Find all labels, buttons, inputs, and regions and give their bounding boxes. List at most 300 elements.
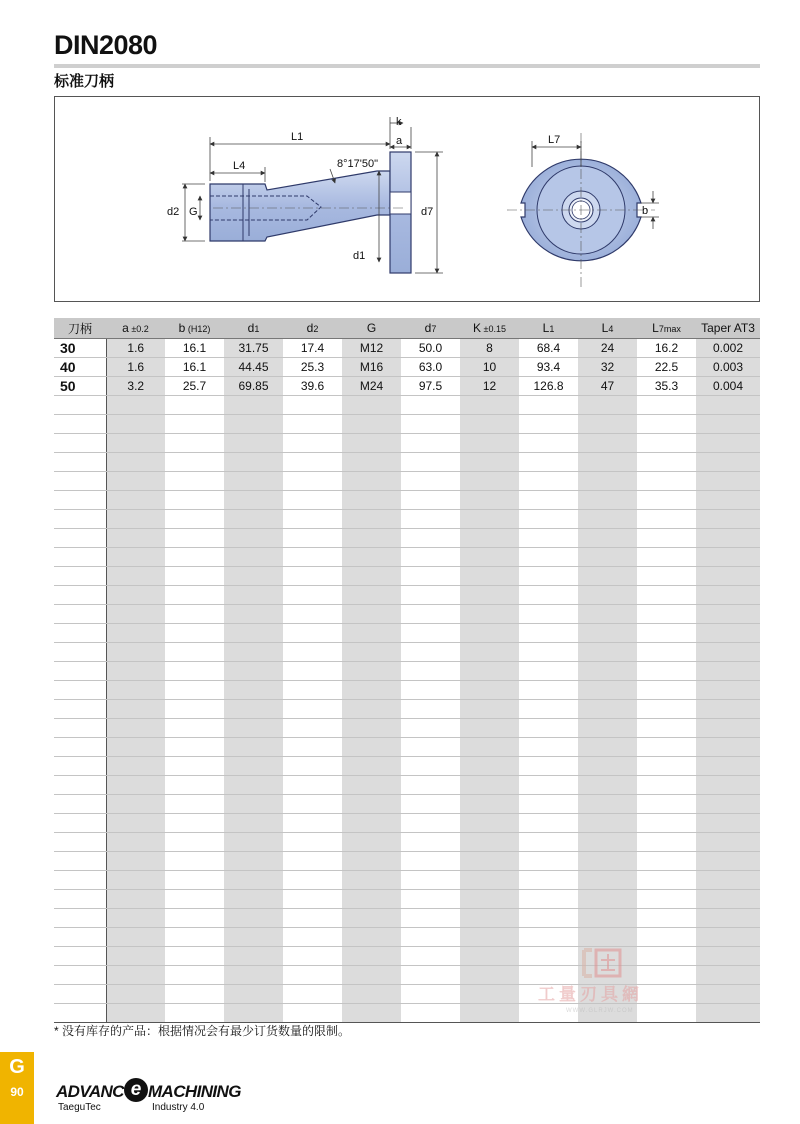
table-cell: [165, 928, 224, 947]
table-cell: [460, 1004, 519, 1023]
table-cell: [106, 947, 165, 966]
table-cell: [342, 947, 401, 966]
table-row: [54, 776, 760, 795]
label-d1: d1: [353, 250, 366, 262]
table-cell: [696, 643, 760, 662]
handle-size-cell: [54, 1004, 106, 1023]
table-cell: [637, 814, 696, 833]
table-cell: [460, 643, 519, 662]
table-cell: [224, 491, 283, 510]
table-header-row: [54, 318, 760, 339]
table-cell: [578, 434, 637, 453]
table-cell: [224, 738, 283, 757]
table-cell: [165, 776, 224, 795]
column-header: [283, 318, 342, 339]
table-cell: [696, 453, 760, 472]
table-cell: [578, 852, 637, 871]
table-cell: [637, 776, 696, 795]
table-cell: [401, 624, 460, 643]
table-cell: [578, 909, 637, 928]
column-header-label: b: [178, 321, 186, 335]
handle-size-cell: [54, 909, 106, 928]
table-cell: 17.4: [283, 339, 342, 358]
table-cell: [401, 662, 460, 681]
table-cell: [401, 871, 460, 890]
handle-size-cell: [54, 985, 106, 1004]
table-cell: [165, 814, 224, 833]
table-cell: 8: [460, 339, 519, 358]
table-cell: 1.6: [106, 358, 165, 377]
table-cell: [165, 415, 224, 434]
watermark-url: WWW.GLRJW.COM: [566, 1008, 634, 1014]
table-cell: [224, 947, 283, 966]
table-cell: [342, 928, 401, 947]
table-cell: 44.45: [224, 358, 283, 377]
table-cell: [165, 1004, 224, 1023]
table-cell: [460, 681, 519, 700]
table-cell: [401, 491, 460, 510]
table-cell: [165, 624, 224, 643]
table-cell: [342, 985, 401, 1004]
table-cell: [165, 947, 224, 966]
column-header-sub: 7max: [658, 324, 681, 334]
table-cell: 25.3: [283, 358, 342, 377]
table-cell: 10: [460, 358, 519, 377]
table-cell: [224, 776, 283, 795]
table-cell: [106, 624, 165, 643]
table-row: [54, 434, 760, 453]
table-cell: [283, 434, 342, 453]
table-cell: [696, 871, 760, 890]
handle-size-cell: [54, 757, 106, 776]
table-cell: [224, 643, 283, 662]
table-cell: [519, 890, 578, 909]
table-cell: [460, 529, 519, 548]
table-cell: [519, 795, 578, 814]
table-cell: [460, 396, 519, 415]
table-cell: [106, 871, 165, 890]
table-cell: [106, 567, 165, 586]
table-row: [54, 548, 760, 567]
table-cell: [460, 605, 519, 624]
table-cell: [342, 890, 401, 909]
table-cell: [637, 396, 696, 415]
table-cell: [283, 624, 342, 643]
table-row: [54, 852, 760, 871]
table-cell: [283, 947, 342, 966]
table-cell: [578, 586, 637, 605]
column-header: [401, 318, 460, 339]
column-header: [224, 318, 283, 339]
table-cell: [165, 852, 224, 871]
table-cell: [460, 567, 519, 586]
table-cell: [342, 909, 401, 928]
table-cell: 63.0: [401, 358, 460, 377]
table-cell: 47: [578, 377, 637, 396]
table-cell: 126.8: [519, 377, 578, 396]
table-cell: [106, 681, 165, 700]
page-title: DIN2080: [54, 30, 158, 60]
table-cell: [224, 529, 283, 548]
table-cell: [342, 681, 401, 700]
table-cell: [165, 700, 224, 719]
table-cell: [342, 453, 401, 472]
table-cell: [696, 662, 760, 681]
table-cell: [519, 586, 578, 605]
table-cell: [106, 928, 165, 947]
table-cell: 0.002: [696, 339, 760, 358]
table-cell: [519, 567, 578, 586]
table-cell: [637, 453, 696, 472]
table-cell: [696, 548, 760, 567]
table-cell: [165, 548, 224, 567]
table-cell: [342, 396, 401, 415]
column-header-sub: ±0.2: [128, 324, 149, 334]
table-cell: [342, 852, 401, 871]
table-cell: [519, 871, 578, 890]
logo-e-mark: e: [124, 1078, 148, 1102]
table-cell: [460, 833, 519, 852]
table-cell: [401, 909, 460, 928]
table-cell: [460, 757, 519, 776]
title-divider: [54, 64, 760, 68]
column-header: [106, 318, 165, 339]
table-cell: [401, 643, 460, 662]
handle-size-cell: [54, 852, 106, 871]
table-cell: [578, 605, 637, 624]
table-cell: [342, 833, 401, 852]
table-cell: 22.5: [637, 358, 696, 377]
table-cell: [401, 719, 460, 738]
column-header: [578, 318, 637, 339]
column-header: [54, 318, 106, 339]
table-cell: [696, 586, 760, 605]
table-row: [54, 453, 760, 472]
table-cell: [578, 472, 637, 491]
table-cell: [696, 852, 760, 871]
logo-advance-text: ADVANC: [56, 1082, 124, 1101]
table-cell: [106, 738, 165, 757]
table-cell: [165, 434, 224, 453]
table-cell: [165, 909, 224, 928]
table-cell: [696, 510, 760, 529]
table-cell: M16: [342, 358, 401, 377]
table-cell: 69.85: [224, 377, 283, 396]
watermark-text: 工量刃具網: [538, 985, 643, 1004]
table-cell: 16.2: [637, 339, 696, 358]
table-cell: [224, 852, 283, 871]
column-header-label: L: [601, 321, 609, 335]
handle-size-cell: 30: [54, 339, 106, 358]
handle-size-cell: [54, 871, 106, 890]
column-header-label: G: [366, 321, 377, 335]
table-cell: [696, 890, 760, 909]
table-cell: [165, 510, 224, 529]
table-cell: [165, 985, 224, 1004]
table-cell: [637, 529, 696, 548]
column-header-label: K: [473, 321, 482, 335]
column-header-sub: 1: [549, 324, 555, 334]
handle-size-cell: [54, 434, 106, 453]
table-cell: [283, 396, 342, 415]
table-cell: [106, 814, 165, 833]
table-cell: [696, 624, 760, 643]
table-cell: [165, 795, 224, 814]
table-row: [54, 605, 760, 624]
handle-size-cell: [54, 624, 106, 643]
table-cell: [401, 586, 460, 605]
table-cell: [519, 909, 578, 928]
table-cell: [519, 833, 578, 852]
column-header-sub: 4: [608, 324, 614, 334]
table-cell: [637, 624, 696, 643]
table-cell: [165, 529, 224, 548]
column-header-sub: (H12): [185, 324, 211, 334]
column-header-sub: 2: [313, 324, 319, 334]
table-cell: [224, 510, 283, 529]
table-row: [54, 358, 760, 377]
table-cell: [519, 928, 578, 947]
table-cell: [578, 890, 637, 909]
table-cell: [165, 586, 224, 605]
table-cell: [696, 928, 760, 947]
table-cell: [578, 833, 637, 852]
table-cell: [224, 700, 283, 719]
table-cell: [283, 681, 342, 700]
table-cell: [401, 548, 460, 567]
label-g: G: [189, 206, 198, 218]
table-row: [54, 377, 760, 396]
table-cell: [165, 719, 224, 738]
table-cell: [401, 396, 460, 415]
table-cell: [460, 491, 519, 510]
table-cell: [106, 776, 165, 795]
table-cell: [224, 928, 283, 947]
column-header-sub: 7: [431, 324, 437, 334]
table-cell: [460, 738, 519, 757]
table-cell: [106, 1004, 165, 1023]
table-cell: [637, 909, 696, 928]
section-tab: [0, 1052, 34, 1124]
table-cell: [165, 453, 224, 472]
table-cell: [342, 966, 401, 985]
table-cell: [106, 662, 165, 681]
table-cell: [106, 719, 165, 738]
table-cell: [106, 472, 165, 491]
table-row: [54, 586, 760, 605]
table-cell: [460, 662, 519, 681]
table-cell: [519, 472, 578, 491]
table-cell: [696, 985, 760, 1004]
table-cell: 3.2: [106, 377, 165, 396]
table-cell: [519, 757, 578, 776]
table-cell: [578, 738, 637, 757]
table-cell: [519, 491, 578, 510]
table-cell: [283, 833, 342, 852]
table-cell: [283, 909, 342, 928]
table-cell: [224, 548, 283, 567]
table-cell: [578, 529, 637, 548]
table-cell: [165, 890, 224, 909]
table-cell: [578, 548, 637, 567]
table-cell: [342, 605, 401, 624]
table-row: [54, 909, 760, 928]
table-cell: [578, 700, 637, 719]
table-cell: [519, 776, 578, 795]
table-cell: [224, 871, 283, 890]
table-cell: [283, 586, 342, 605]
handle-size-cell: [54, 567, 106, 586]
table-cell: [637, 757, 696, 776]
column-header: [342, 318, 401, 339]
table-cell: [696, 605, 760, 624]
table-cell: [637, 928, 696, 947]
logo-company: TaeguTec: [58, 1102, 101, 1113]
table-row: [54, 871, 760, 890]
table-cell: [519, 719, 578, 738]
table-cell: [401, 1004, 460, 1023]
table-row: [54, 529, 760, 548]
column-header: [519, 318, 578, 339]
table-cell: [696, 947, 760, 966]
table-cell: [696, 776, 760, 795]
table-cell: [106, 909, 165, 928]
handle-size-cell: [54, 966, 106, 985]
column-header: [165, 318, 224, 339]
table-cell: [578, 814, 637, 833]
table-cell: [637, 567, 696, 586]
table-cell: [106, 529, 165, 548]
handle-size-cell: [54, 396, 106, 415]
label-l4: L4: [233, 160, 246, 172]
table-cell: [637, 491, 696, 510]
table-row: [54, 833, 760, 852]
handle-size-cell: [54, 510, 106, 529]
table-cell: [696, 719, 760, 738]
table-cell: [224, 719, 283, 738]
table-cell: [283, 491, 342, 510]
table-row: [54, 700, 760, 719]
table-cell: 12: [460, 377, 519, 396]
table-cell: [519, 624, 578, 643]
table-cell: [519, 662, 578, 681]
table-cell: [460, 586, 519, 605]
label-k: k: [396, 116, 402, 128]
table-cell: [342, 662, 401, 681]
label-d2: d2: [167, 206, 180, 218]
table-cell: [637, 795, 696, 814]
table-cell: [224, 453, 283, 472]
table-cell: 93.4: [519, 358, 578, 377]
column-header-sub: 1: [254, 324, 260, 334]
table-cell: [224, 624, 283, 643]
table-cell: [342, 586, 401, 605]
column-header-label: Taper AT3: [701, 321, 755, 335]
table-cell: [283, 719, 342, 738]
table-cell: [165, 681, 224, 700]
table-cell: [401, 453, 460, 472]
table-cell: [401, 529, 460, 548]
table-cell: [342, 776, 401, 795]
table-row: [54, 396, 760, 415]
handle-size-cell: [54, 643, 106, 662]
table-cell: [342, 548, 401, 567]
table-cell: [519, 814, 578, 833]
table-cell: [106, 966, 165, 985]
table-cell: [637, 643, 696, 662]
brand-logo: [56, 1078, 241, 1114]
handle-size-cell: [54, 814, 106, 833]
logo-industry: Industry 4.0: [152, 1102, 205, 1113]
table-cell: [283, 776, 342, 795]
handle-size-cell: [54, 833, 106, 852]
table-cell: [283, 1004, 342, 1023]
column-header: [637, 318, 696, 339]
table-cell: [224, 472, 283, 491]
table-cell: [106, 548, 165, 567]
table-cell: 16.1: [165, 358, 224, 377]
table-cell: [283, 928, 342, 947]
table-cell: M24: [342, 377, 401, 396]
table-cell: [224, 434, 283, 453]
handle-size-cell: [54, 529, 106, 548]
table-cell: [460, 415, 519, 434]
table-cell: [696, 681, 760, 700]
table-cell: [460, 871, 519, 890]
table-cell: [106, 415, 165, 434]
column-header-label: 刀柄: [67, 321, 92, 336]
table-cell: [696, 909, 760, 928]
table-cell: [165, 472, 224, 491]
column-header-sub: ±0.15: [481, 324, 506, 334]
table-cell: [460, 985, 519, 1004]
table-cell: [460, 890, 519, 909]
label-b: b: [642, 205, 649, 217]
handle-size-cell: [54, 700, 106, 719]
table-cell: 0.003: [696, 358, 760, 377]
table-cell: [106, 510, 165, 529]
table-row: [54, 662, 760, 681]
table-cell: [401, 852, 460, 871]
table-cell: [637, 510, 696, 529]
table-cell: [165, 396, 224, 415]
label-l1: L1: [291, 131, 304, 143]
table-cell: [283, 662, 342, 681]
table-cell: 0.004: [696, 377, 760, 396]
table-cell: 24: [578, 339, 637, 358]
table-cell: [519, 852, 578, 871]
table-row: [54, 415, 760, 434]
table-cell: [578, 757, 637, 776]
column-header-label: d: [424, 321, 432, 335]
table-cell: 25.7: [165, 377, 224, 396]
table-cell: [401, 605, 460, 624]
table-row: [54, 757, 760, 776]
table-row: [54, 795, 760, 814]
table-cell: M12: [342, 339, 401, 358]
table-cell: [578, 624, 637, 643]
handle-size-cell: [54, 738, 106, 757]
table-cell: [283, 529, 342, 548]
table-cell: [696, 833, 760, 852]
table-cell: [401, 738, 460, 757]
technical-drawing: [55, 97, 759, 301]
table-cell: [106, 890, 165, 909]
watermark-icon: [538, 946, 678, 980]
table-cell: [696, 738, 760, 757]
table-cell: [578, 453, 637, 472]
table-cell: [637, 871, 696, 890]
